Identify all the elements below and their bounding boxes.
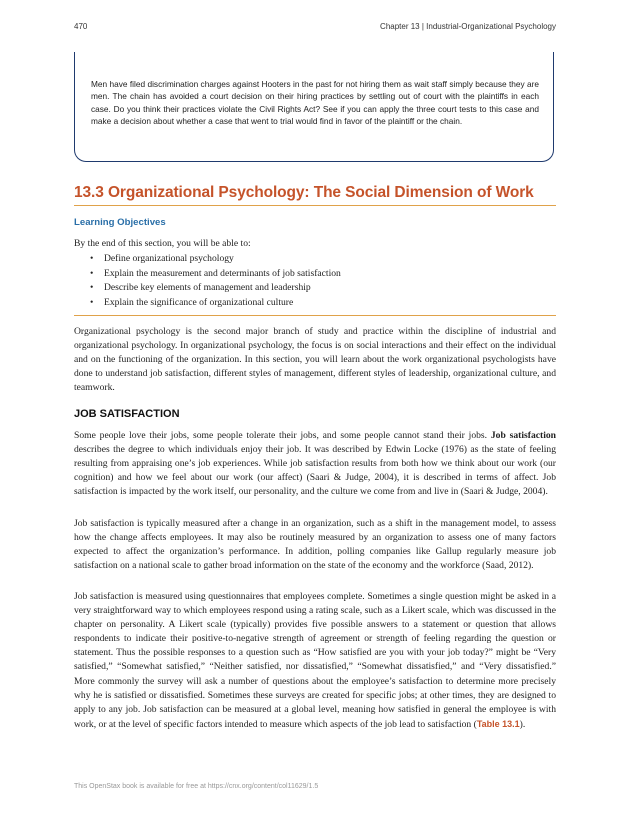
footer-text: This OpenStax book is available for free at https://cnx.org/content/col11629/1.5 <box>74 783 319 790</box>
key-term: Job satisfaction <box>490 430 556 441</box>
job-satisfaction-paragraph-1 <box>74 429 556 499</box>
intro-paragraph: Organizational psychology is the second major branch of study and practice within the discipline of industrial and organizational psychology. In organizational psychology, the focus is on social interactions and their effect on the individual and on the functioning of the organization. In this section, you will learn about the work organizational psychologists have done to understand job satisfaction, different styles of management, different styles of leadership, organizational culture, and teamwork. <box>74 326 556 394</box>
page-number: 470 <box>74 22 88 31</box>
table-link[interactable]: Table 13.1 <box>476 718 520 729</box>
section-title: 13.3 Organizational Psychology: The Social Dimension of Work <box>74 184 534 201</box>
learning-objective-item: • Explain the significance of organizational culture <box>90 296 341 311</box>
running-header: Chapter 13 | Industrial-Organizational Psychology <box>380 22 556 31</box>
paragraph-text: Some people love their jobs, some people tolerate their jobs, and some people cannot stand their jobs. <box>74 430 491 441</box>
job-satisfaction-paragraph-2: Job satisfaction is typically measured after a change in an organization, such as a shift in the management model, to assess how the change affects employees. It may also be routinely measured by an organization to assess one of many factors expected to affect the organization’s performance. In addition, polling companies like Gallup regularly measure job satisfaction on a national scale to gather broad information on the state of the economy and the workforce (Saad, 2012). <box>74 518 556 572</box>
learning-objective-item: • Describe key elements of management and leadership <box>90 281 341 296</box>
section-title-rule <box>74 205 556 206</box>
callout-box <box>74 52 554 162</box>
learning-objective-item: • Explain the measurement and determinants of job satisfaction <box>90 267 341 282</box>
learning-objectives-intro: By the end of this section, you will be able to: <box>74 238 251 249</box>
learning-objectives-list <box>90 252 341 310</box>
job-satisfaction-heading: JOB SATISFACTION <box>74 408 180 420</box>
paragraph-text: Job satisfaction is measured using questionnaires that employees complete. Sometimes a single question might be asked in a very straightforward way to which employees respond using a rating scale, such as a Likert scale, which was discussed in the chapter on personality. A Likert scale (typically) provides five possible answers to a statement or question that allows respondents to indicate their positive-to-negative strength of agreement or strength of feeling regarding the question or statement. Thus the possible responses to a question such as “How satisfied are you with your job today?” might be “Very satisfied,” “Somewhat satisfied,” “Neither satisfied, nor dissatisfied,” “Somewhat dissatisfied,” and “Very dissatisfied.” More commonly the survey will ask a number of questions about the employee’s satisfaction to determine more precisely why he is satisfied or dissatisfied. Sometimes these surveys are created for specific jobs; at other times, they are designed to apply to any job. Job satisfaction can be measured at a global level, meaning how satisfied in general the employee is with work, or at the level of specific factors intended to measure which aspects of the job lead to satisfaction ( <box>74 591 556 730</box>
learning-objectives-rule <box>74 315 556 316</box>
learning-objectives-title: Learning Objectives <box>74 217 166 228</box>
job-satisfaction-paragraph-3 <box>74 590 556 732</box>
learning-objective-item: • Define organizational psychology <box>90 252 341 267</box>
callout-text: Men have filed discrimination charges against Hooters in the past for not hiring them as wait staff simply because they are men. The chain has avoided a court decision on their hiring practices by settling out of court with the plaintiffs in each case. Do you think their practices violate the Civil Rights Act? See if you can apply the three court tests to this case and make a decision about whether a case that went to trial would find in favor of the plaintiff or the chain. <box>91 79 539 127</box>
paragraph-text: ). <box>519 718 526 730</box>
paragraph-text: describes the degree to which individuals enjoy their job. It was described by Edwin Locke (1976) as the state of feeling resulting from appraising one’s job experiences. While job satisfaction results from both how we think about our work (our cognition) and how we feel about our work (our affect) (Saari & Judge, 2004), it is described in terms of affect. Job satisfaction is impacted by the work itself, our personality, and the culture we come from and live in (Saari & Judge, 2004). <box>74 444 556 498</box>
